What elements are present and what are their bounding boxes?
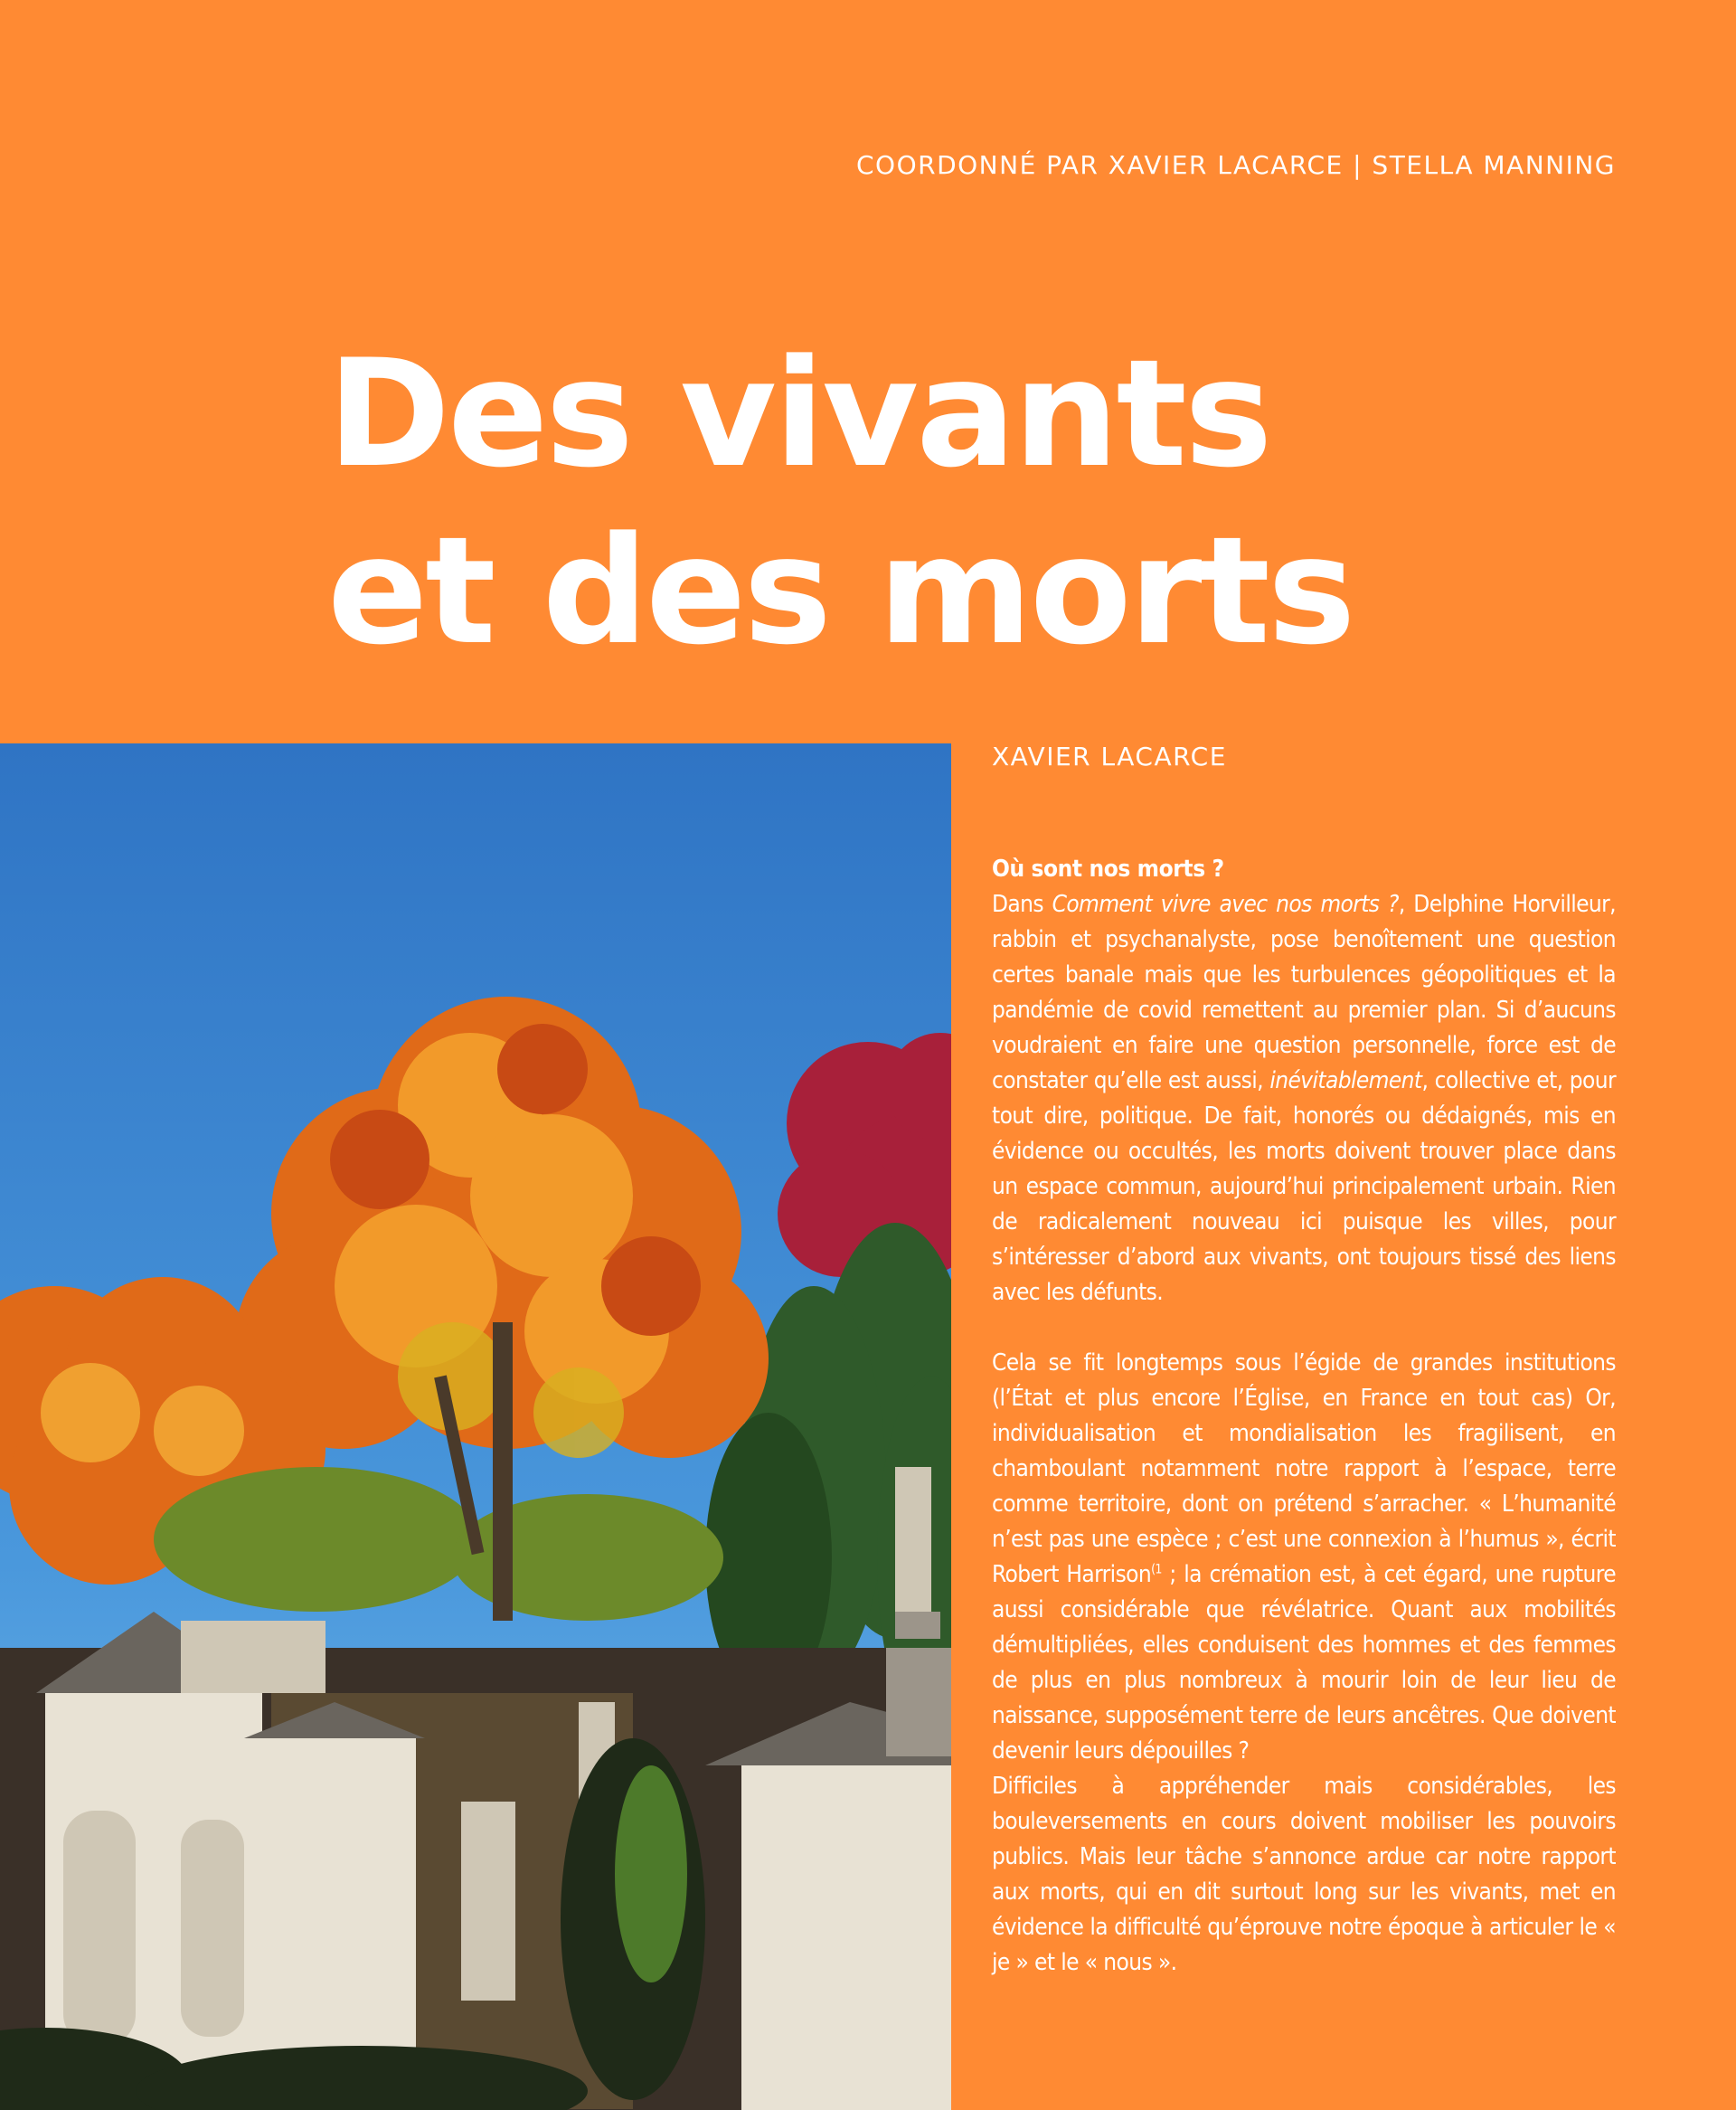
- emphasis-word: inévitablement: [1269, 1067, 1422, 1094]
- title-line-1: Des vivants: [327, 327, 1270, 500]
- article-author: XAVIER LACARCE: [992, 742, 1227, 771]
- p1-text-c: , collective et, pour tout dire, politique. De fait, honorés ou dédaignés, mis en évidence ou occultés, les morts doivent trouver place dans un espace commun, aujourd’hui principalement urbain. Rien de radicalement nouveau ici puisque les villes, pour s’intéresser d’abord aux vivants, ont toujours tissé des liens avec les défunts.: [992, 1067, 1616, 1306]
- paragraph-1: [992, 887, 1616, 1310]
- title-line-2: et des morts: [327, 505, 1354, 677]
- cemetery-photo: [0, 743, 951, 2110]
- paragraph-2: [992, 1346, 1616, 1769]
- p1-text-a: Dans: [992, 891, 1052, 918]
- coordination-credit: COORDONNÉ PAR XAVIER LACARCE | STELLA MANNING: [856, 150, 1616, 180]
- article-body: [992, 852, 1616, 1981]
- paragraph-3: Difficiles à appréhender mais considérables, les bouleversements en cours doivent mobiliser les pouvoirs publics. Mais leur tâche s’annonce ardue car notre rapport aux morts, qui en dit surtout long sur les vivants, met en évidence la difficulté qu’éprouve notre époque à articuler le « je » et le « nous ».: [992, 1773, 1616, 1976]
- p1-text-b: , Delphine Horvilleur, rabbin et psychanalyste, pose benoîtement une question certes banale mais que les turbulences géopolitiques et la pandémie de covid remettent au premier plan. Si d’aucuns voudraient en faire une question personnelle, force est de constater qu’elle est aussi,: [992, 891, 1616, 1094]
- p2-text-a: Cela se fit longtemps sous l’égide de grandes institutions (l’État et plus encore l’Église, en France en tout cas) Or, individualisation et mondialisation les fragilisent, en chamboulant notamment notre rapport à l’espace, terre comme territoire, dont on prétend s’arracher. « L’humanité n’est pas une espèce ; c’est une connexion à l’humus », écrit Robert Harrison: [992, 1349, 1616, 1588]
- p2-text-b: ; la crémation est, à cet égard, une rupture aussi considérable que révélatrice. Quant aux mobilités démultipliées, elles conduisent des hommes et des femmes de plus en plus nombreux à mourir loin de leur lieu de naissance, supposément terre de leurs ancêtres. Que doivent devenir leurs dépouilles ?: [992, 1561, 1616, 1765]
- page-title: [327, 326, 1354, 680]
- footnote-ref[interactable]: (1: [1151, 1562, 1162, 1577]
- article-heading: Où sont nos morts ?: [992, 856, 1224, 883]
- book-title: Comment vivre avec nos morts ?: [1052, 891, 1399, 918]
